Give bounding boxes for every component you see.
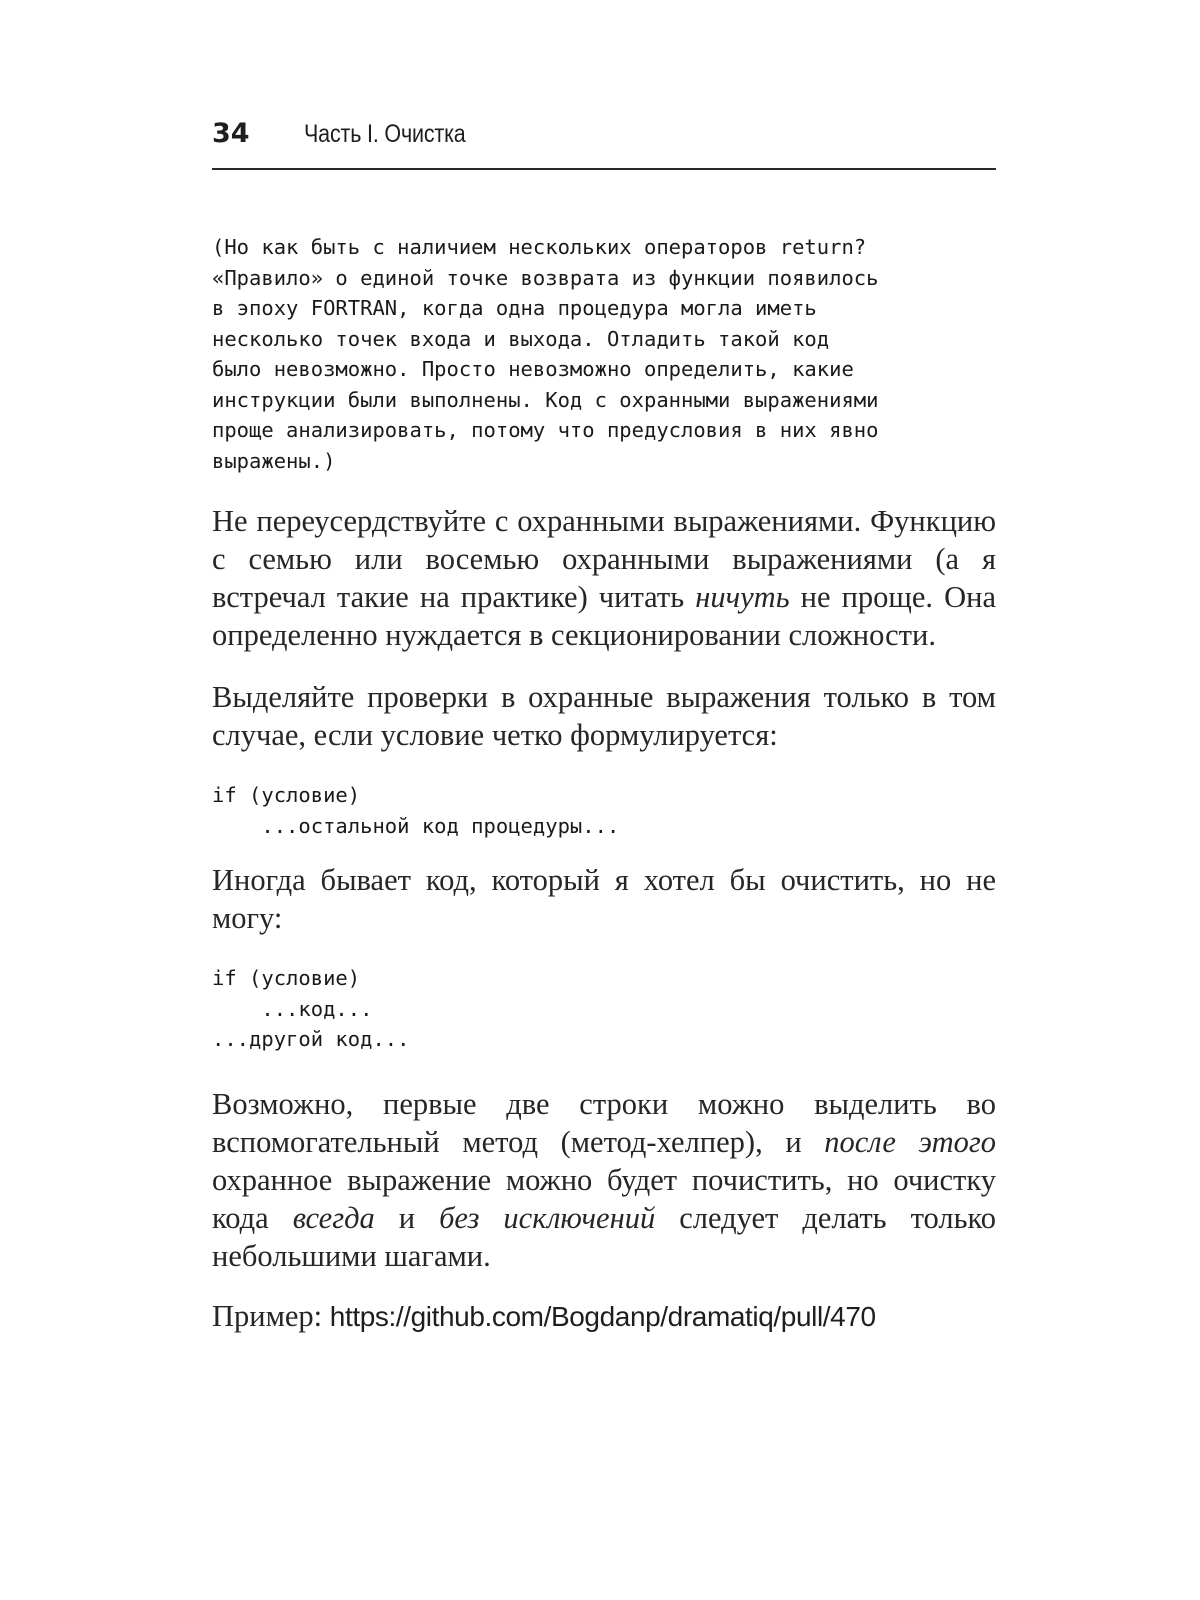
example-line xyxy=(212,1297,996,1336)
example-link[interactable]: https://github.com/Bogdanp/dramatiq/pull/470 xyxy=(329,1300,876,1332)
code-example-guard: if (условие) ...остальной код процедуры... xyxy=(212,783,620,838)
paragraph-text: Не переусердствуйте с охранными выражениями. Функцию с семью или восемью охранными выражениями (а я встречал такие на практике) читать xyxy=(212,504,996,614)
paragraph-helper-method xyxy=(212,1085,996,1275)
paragraph-text: и xyxy=(374,1200,440,1235)
book-page xyxy=(212,118,996,1336)
code-example-nested: if (условие) ...код... ...другой код... xyxy=(212,966,410,1051)
emphasis-text: всегда xyxy=(292,1200,375,1235)
chapter-title: Часть I. Очистка xyxy=(304,120,466,148)
emphasis-text: без исключений xyxy=(439,1200,656,1235)
page-number: 34 xyxy=(212,118,250,149)
running-head xyxy=(212,118,996,170)
paragraph-text: следует делать только небольшими шагами. xyxy=(212,1200,996,1273)
paragraph-text: охранное выражение можно будет почистить, но очистку кода xyxy=(212,1162,996,1235)
emphasis-text: после этого xyxy=(824,1124,996,1159)
paragraph-text: не проще. Она определенно нуждается в секционировании сложности. xyxy=(212,580,996,652)
example-label: Пример: xyxy=(212,1298,330,1333)
code-comment-block: (Но как быть с наличием нескольких операторов return? «Правило» о единой точке возврата из функции появилось в эпоху FORTRAN, когда одна процедура могла иметь несколько точек входа и выхода. Отладить такой код было невозможно. Просто невозможно определить, какие инструкции были выполнены. Код с охранными выражениями проще анализировать, потому что предусловия в них явно выражены.) xyxy=(212,235,879,473)
paragraph-guard-extract: Выделяйте проверки в охранные выражения только в том случае, если условие четко формулируется: xyxy=(212,680,996,752)
paragraph-cannot-clean: Иногда бывает код, который я хотел бы очистить, но не могу: xyxy=(212,863,996,935)
emphasis-text: ничуть xyxy=(695,580,790,614)
paragraph-text: Возможно, первые две строки можно выделить во вспомогательный метод (метод-хелпер), и xyxy=(212,1086,996,1159)
paragraph-guard-overuse xyxy=(212,502,996,654)
